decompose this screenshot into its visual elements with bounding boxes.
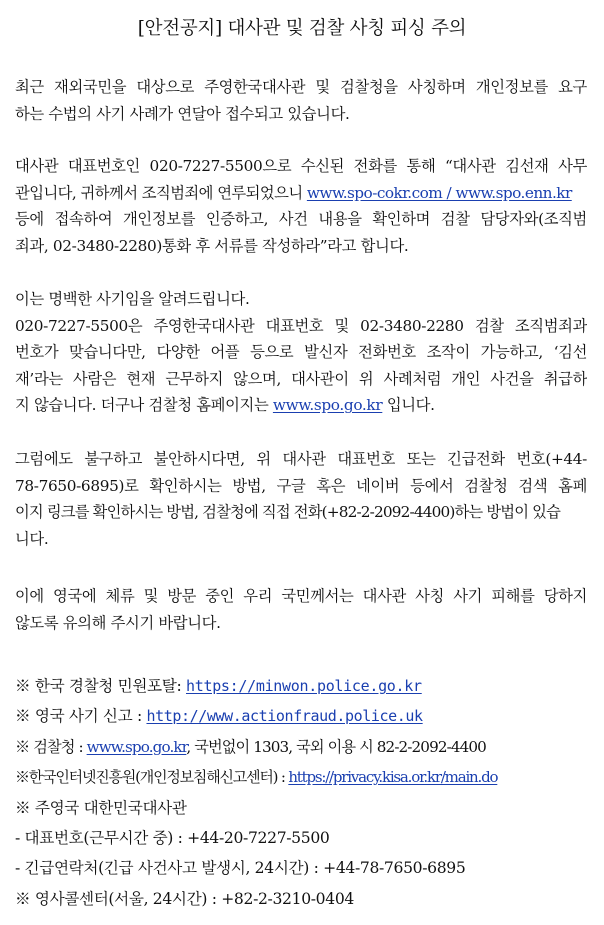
text-line [15, 392, 587, 419]
text-line: 않도록 유의해 주시기 바랍니다. [15, 613, 221, 632]
text-line: 020-7227-5500은 주영한국대사관 대표번호 및 02-3480-2280 검찰 조직범죄과 [15, 316, 587, 335]
text-line: 78-7650-6895)로 확인하시는 방법, 구글 혹은 네이버 등에서 검찰청 검색 홈페 [15, 476, 587, 495]
contact-kisa [15, 762, 595, 792]
contact-label: ※ 영국 사기 신고 : [15, 707, 147, 726]
text-line: 죄과, 02-3480-2280)통화 후 서류를 작성하라”라고 합니다. [15, 236, 409, 255]
spo-link[interactable]: www.spo.go.kr [86, 737, 187, 756]
text-line: 번호가 맞습니다만, 다양한 어플 등으로 발신자 전화번호 조작이 가능하고, ‘김선 [15, 343, 587, 362]
contact-consular-center: ※ 영사콜센터(서울, 24시간) : +82-2-3210-0404 [15, 889, 354, 908]
text-line: 그럼에도 불구하고 불안하시다면, 위 대사관 대표번호 또는 긴급전화 번호(+44- [15, 450, 587, 468]
contact-embassy-emergency: - 긴급연락처(긴급 사건사고 발생시, 24시간) : +44-78-7650-6895 [15, 859, 466, 878]
contact-list [15, 671, 595, 914]
text-segment: 입니다. [382, 396, 435, 415]
contact-label: ※ 검찰청 : [15, 737, 87, 756]
text-line: 이는 명백한 사기임을 알려드립니다. [15, 290, 250, 308]
contact-embassy-main: - 대표번호(근무시간 중) : +44-20-7227-5500 [15, 828, 330, 847]
text-line: 이에 영국에 체류 및 방문 중인 우리 국민께서는 대사관 사칭 사기 피해를 당하지 [15, 587, 587, 605]
paragraph-caution [15, 583, 587, 636]
text-line: 최근 재외국민을 대상으로 주영한국대사관 및 검찰청을 사칭하며 개인정보를 요구 [15, 78, 587, 96]
text-segment: 지 않습니다. 더구나 검찰청 홈페이지는 [15, 396, 273, 415]
paragraph-scam-description [15, 153, 587, 259]
text-line: 이지 링크를 확인하시는 방법, 검찰청에 직접 전화(+82-2-2092-4400)하는 방법이 있습 [15, 503, 561, 522]
spo-site-link[interactable]: www.spo.go.kr [272, 396, 383, 415]
paragraph-verification [15, 446, 587, 552]
paragraph-intro [15, 74, 587, 127]
contact-spo [15, 732, 595, 762]
text-line: 니다. [15, 529, 49, 548]
actionfraud-link[interactable]: http://www.actionfraud.police.uk [146, 707, 423, 726]
contact-embassy-title: ※ 주영국 대한민국대사관 [15, 798, 187, 817]
kisa-link[interactable]: https://privacy.kisa.or.kr/main.do [288, 768, 498, 787]
text-line [15, 180, 587, 207]
text-line: 재’라는 사람은 현재 근무하지 않으며, 대사관이 위 사례처럼 개인 사건을 취급하 [15, 369, 587, 388]
text-segment: 관입니다, 귀하께서 조직범죄에 연루되었으니 [15, 183, 307, 202]
police-portal-link[interactable]: https://minwon.police.go.kr [186, 677, 422, 695]
fake-site-link[interactable]: www.spo-cokr.com / www.spo.enn.kr [306, 183, 572, 202]
contact-detail: , 국번없이 1303, 국외 이용 시 82-2-2092-4400 [186, 737, 486, 756]
contact-label: ※ 한국 경찰청 민원포탈: [15, 677, 186, 695]
page-title: [안전공지] 대사관 및 검찰 사칭 피싱 주의 [137, 18, 467, 39]
text-line: 등에 접속하여 개인정보를 인증하고, 사건 내용을 확인하며 검찰 담당자와(조직범 [15, 210, 587, 229]
contact-actionfraud [15, 701, 595, 731]
text-line: 하는 수법의 사기 사례가 연달아 접수되고 있습니다. [15, 104, 350, 123]
paragraph-clarification [15, 286, 587, 419]
text-line: 대사관 대표번호인 020-7227-5500으로 수신된 전화를 통해 “대사관 김선재 사무 [15, 157, 587, 175]
contact-label: ※한국인터넷진흥원(개인정보침해신고센터) : [15, 768, 289, 787]
contact-police [15, 671, 595, 701]
